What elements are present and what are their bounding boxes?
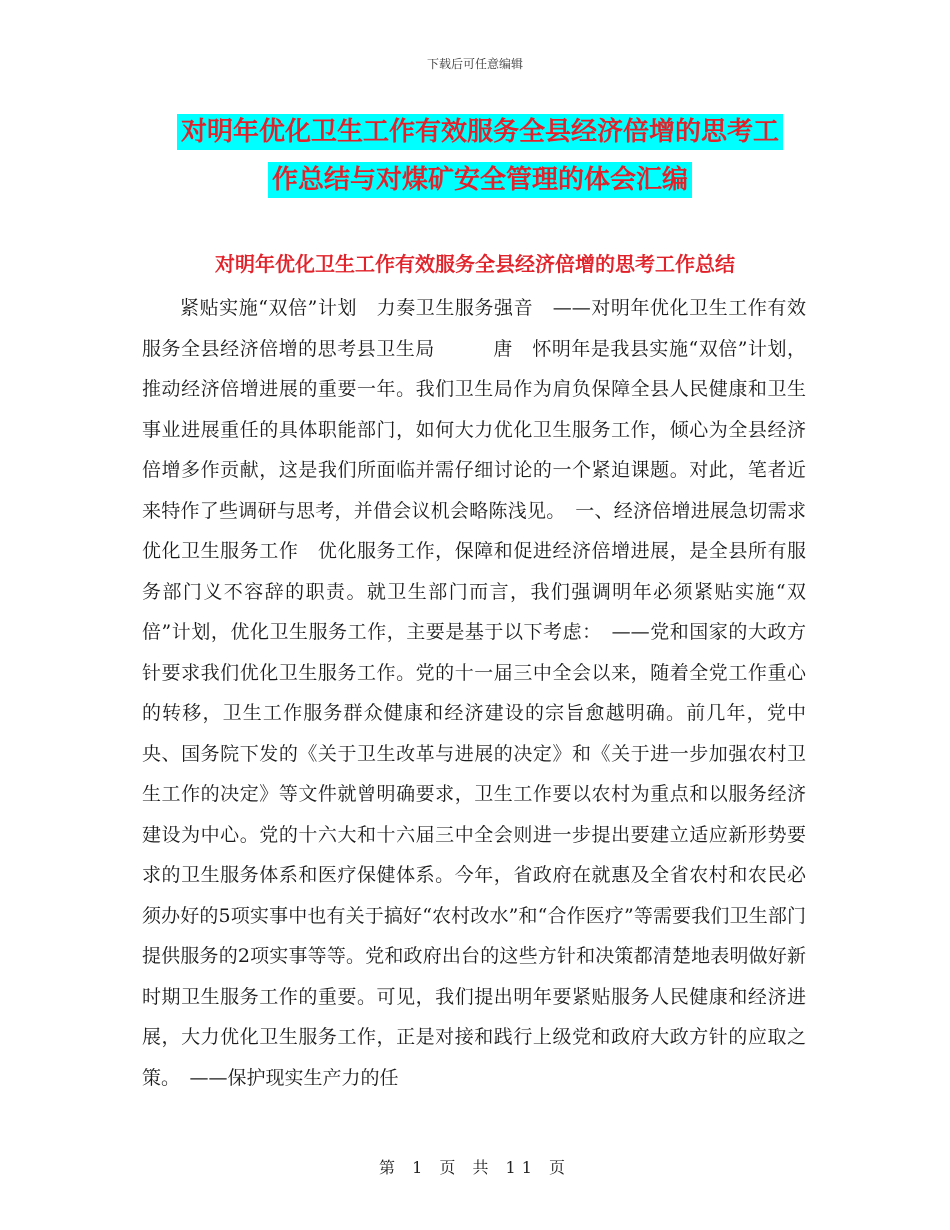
header-note: 下载后可任意编辑 (426, 57, 523, 71)
main-title-line-2: 作总结与对煤矿安全管理的体会汇编 (268, 162, 692, 198)
body-paragraph: 紧贴实施“双倍”计划 力奏卫生服务强音 ——对明年优化卫生工作有效服务全县经济倍增的思考县卫生局 唐 怀明年是我县实施“双倍”计划，推动经济倍增进展的重要一年。我们卫生局作为肩负保障全县人民健康和卫生事业进展重任的具体职能部门，如何大力优化卫生服务工作，倾心为全县经济倍增多作贡献，这是我们所面临并需仔细讨论的一个紧迫课题。对此，笔者近来特作了些调研与思考，并借会议机会略陈浅见。 一、经济倍增进展急切需求优化卫生服务工作 优化服务工作，保障和促进经济倍增进展，是全县所有服务部门义不容辞的职责。就卫生部门而言，我们强调明年必须紧贴实施“双倍”计划，优化卫生服务工作，主要是基于以下考虑： ——党和国家的大政方针要求我们优化卫生服务工作。党的十一届三中全会以来，随着全党工作重心的转移，卫生工作服务群众健康和经济建设的宗旨愈越明确。前几年，党中央、国务院下发的《关于卫生改革与进展的决定》和《关于进一步加强农村卫生工作的决定》等文件就曾明确要求，卫生工作要以农村为重点和以服务经济建设为中心。党的十六大和十六届三中全会则进一步提出要建立适应新形势要求的卫生服务体系和医疗保健体系。今年，省政府在就惠及全省农村和农民必须办好的5项实事中也有关于搞好“农村改水”和“合作医疗”等需要我们卫生部门提供服务的2项实事等等。党和政府出台的这些方针和决策都清楚地表明做好新时期卫生服务工作的重要。可见，我们提出明年要紧贴服务人民健康和经济进展，大力优化卫生服务工作，正是对接和践行上级党和政府大政方针的应取之策。 ——保护现实生产力的任 (142, 297, 806, 1089)
page-number-footer: 第 1 页 共 11 页 (379, 1158, 571, 1177)
main-title (140, 108, 820, 204)
section-title: 对明年优化卫生工作有效服务全县经济倍增的思考工作总结 (215, 252, 735, 276)
main-title-line-1: 对明年优化卫生工作有效服务全县经济倍增的思考工 (177, 114, 783, 150)
